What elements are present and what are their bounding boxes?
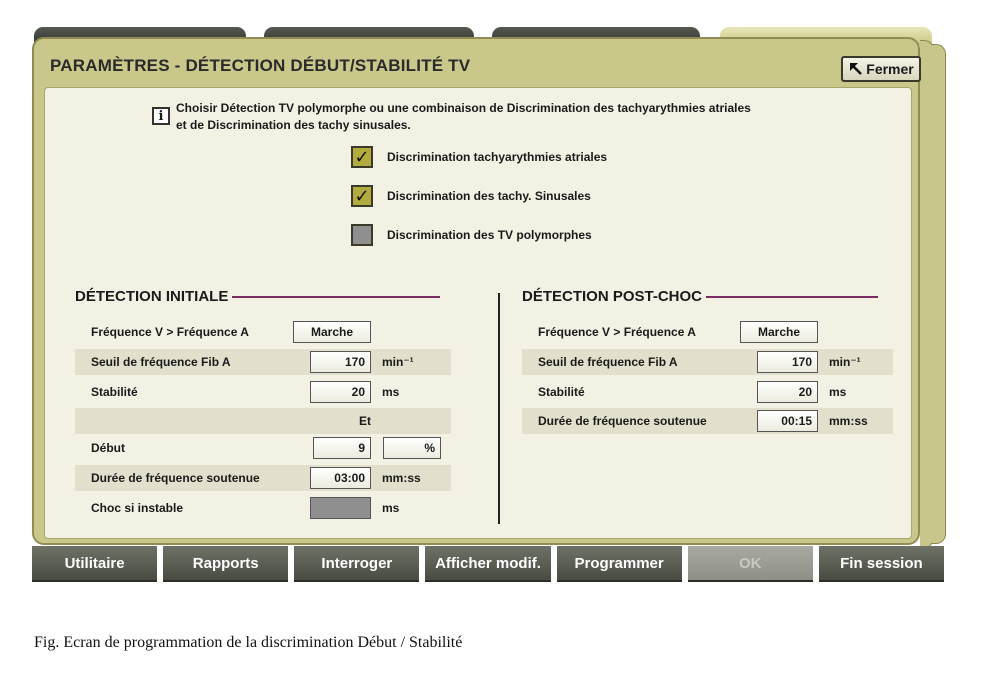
unit-label: min⁻¹ (829, 355, 861, 369)
end-session-button[interactable]: Fin session (819, 546, 944, 582)
and-label: Et (359, 414, 371, 428)
section-title: DÉTECTION POST-CHOC (522, 288, 703, 305)
row-shock-unstable: Choc si instable ms (75, 495, 451, 521)
interrogate-button[interactable]: Interroger (294, 546, 419, 582)
row-fib-threshold: Seuil de fréquence Fib A 170 min⁻¹ (75, 349, 451, 375)
checkbox-polymorphic-vt[interactable] (351, 224, 373, 246)
section-divider-line (706, 296, 878, 298)
window-stack-edge (932, 44, 946, 544)
post-shock-fib-threshold-input[interactable]: 170 (757, 351, 818, 373)
close-label: Fermer (866, 61, 914, 77)
freq-v-a-toggle[interactable]: Marche (293, 321, 371, 343)
row-freq-v-a: Fréquence V > Fréquence A Marche (75, 319, 451, 345)
onset-unit-select[interactable]: % (383, 437, 441, 459)
row-sustained-duration: Durée de fréquence soutenue 00:15 mm:ss (522, 408, 893, 434)
section-divider-line (232, 296, 440, 298)
checkbox-label: Discrimination des TV polymorphes (387, 228, 592, 242)
arrow-up-left-icon (848, 61, 864, 77)
column-divider (498, 293, 500, 524)
fib-threshold-input[interactable]: 170 (310, 351, 371, 373)
row-fib-threshold: Seuil de fréquence Fib A 170 min⁻¹ (522, 349, 893, 375)
unit-label: mm:ss (382, 471, 421, 485)
row-onset: Début 9 % (75, 435, 451, 461)
section-initial-detection (75, 288, 440, 305)
unit-label: mm:ss (829, 414, 868, 428)
utility-button[interactable]: Utilitaire (32, 546, 157, 582)
ok-button[interactable]: OK (688, 546, 813, 582)
parameters-window (32, 37, 920, 545)
unit-label: ms (382, 385, 400, 399)
unit-label: min⁻¹ (382, 355, 414, 369)
info-line-1: Choisir Détection TV polymorphe ou une combinaison de Discrimination des tachyarythmies atriales (176, 101, 751, 115)
row-freq-v-a: Fréquence V > Fréquence A Marche (522, 319, 893, 345)
checkbox-row-atrial[interactable] (351, 146, 607, 168)
section-post-shock-detection (522, 288, 878, 305)
info-icon: i (152, 107, 170, 125)
show-changes-button[interactable]: Afficher modif. (425, 546, 550, 582)
checkbox-row-polymorphic[interactable] (351, 224, 592, 246)
close-button[interactable] (841, 56, 921, 82)
shock-unstable-input[interactable] (310, 497, 371, 519)
program-button[interactable]: Programmer (557, 546, 682, 582)
checkbox-row-sinus[interactable] (351, 185, 591, 207)
checkbox-atrial-tachy[interactable]: ✓ (351, 146, 373, 168)
figure-caption: Fig. Ecran de programmation de la discrimination Début / Stabilité (34, 634, 463, 651)
post-shock-sustained-duration-input[interactable]: 00:15 (757, 410, 818, 432)
onset-input[interactable]: 9 (313, 437, 371, 459)
row-sustained-duration: Durée de fréquence soutenue 03:00 mm:ss (75, 465, 451, 491)
checkbox-sinus-tachy[interactable]: ✓ (351, 185, 373, 207)
sustained-duration-input[interactable]: 03:00 (310, 467, 371, 489)
post-shock-freq-v-a-toggle[interactable]: Marche (740, 321, 818, 343)
post-shock-stability-input[interactable]: 20 (757, 381, 818, 403)
window-title: PARAMÈTRES - DÉTECTION DÉBUT/STABILITÉ TV (50, 56, 471, 75)
info-line-2: et de Discrimination des tachy sinusales. (176, 118, 411, 132)
section-title: DÉTECTION INITIALE (75, 288, 229, 305)
reports-button[interactable]: Rapports (163, 546, 288, 582)
row-stability: Stabilité 20 ms (75, 379, 451, 405)
stability-input[interactable]: 20 (310, 381, 371, 403)
checkbox-label: Discrimination tachyarythmies atriales (387, 150, 608, 164)
info-message (152, 100, 751, 134)
settings-panel (44, 87, 912, 539)
row-stability: Stabilité 20 ms (522, 379, 893, 405)
checkbox-label: Discrimination des tachy. Sinusales (387, 189, 591, 203)
unit-label: ms (829, 385, 847, 399)
bottom-toolbar (32, 546, 944, 584)
row-and (75, 408, 451, 434)
unit-label: ms (382, 501, 400, 515)
